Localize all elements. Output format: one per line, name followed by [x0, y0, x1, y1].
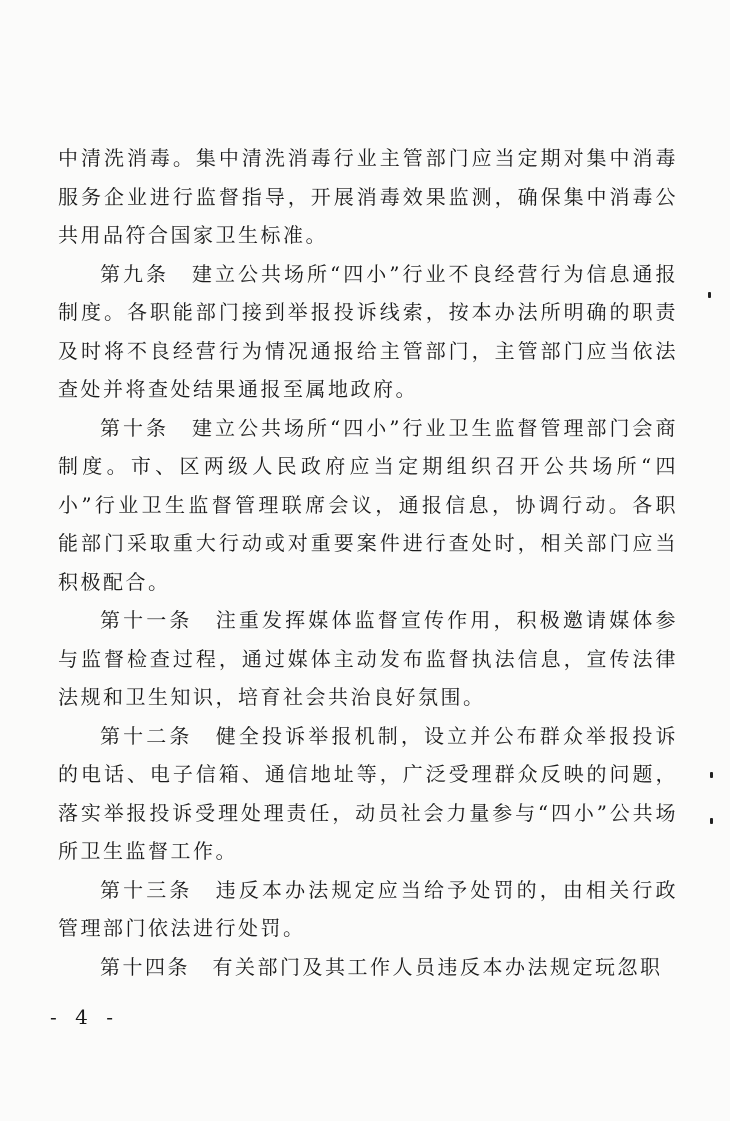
article-12: 第十二条 健全投诉举报机制，设立并公布群众举报投诉的电话、电子信箱、通信地址等，广泛受理群众反映的问题，落实举报投诉受理处理责任，动员社会力量参与“四小”公共场所卫生监督工作。 [58, 723, 678, 863]
article-14: 第十四条 有关部门及其工作人员违反本办法规定玩忽职 [100, 954, 663, 979]
body-text [58, 139, 678, 986]
page-number: - 4 - [50, 1005, 119, 1029]
article-10: 第十条 建立公共场所“四小”行业卫生监督管理部门会商制度。市、区两级人民政府应当定期组织召开公共场所“四小”行业卫生监督管理联席会议，通报信息，协调行动。各职能部门采取重大行动或对重要案件进行查处时，相关部门应当积极配合。 [58, 415, 678, 594]
article-13: 第十三条 违反本办法规定应当给予处罚的，由相关行政管理部门依法进行处罚。 [58, 877, 678, 940]
scan-speck [710, 818, 713, 824]
paragraph-continuation: 中清洗消毒。集中清洗消毒行业主管部门应当定期对集中消毒服务企业进行监督指导，开展消毒效果监测，确保集中消毒公共用品符合国家卫生标准。 [58, 146, 678, 247]
scan-speck [708, 292, 711, 298]
article-9: 第九条 建立公共场所“四小”行业不良经营行为信息通报制度。各职能部门接到举报投诉线索，按本办法所明确的职责及时将不良经营行为情况通报给主管部门，主管部门应当依法查处并将查处结果通报至属地政府。 [58, 261, 678, 401]
article-11: 第十一条 注重发挥媒体监督宣传作用，积极邀请媒体参与监督检查过程，通过媒体主动发布监督执法信息，宣传法律法规和卫生知识，培育社会共治良好氛围。 [58, 608, 678, 709]
scan-speck [710, 772, 713, 778]
